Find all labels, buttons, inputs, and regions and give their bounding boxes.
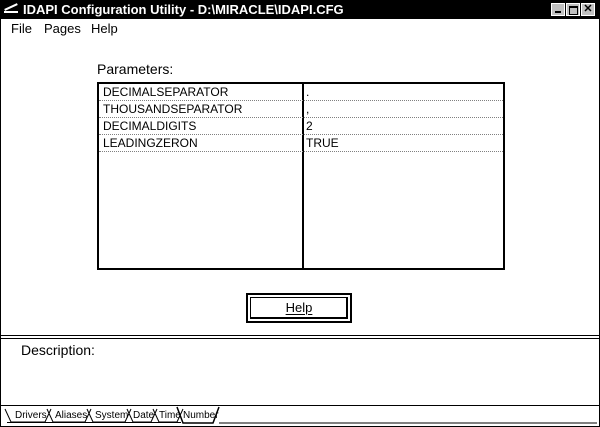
tab-aliases[interactable]: Aliases bbox=[47, 409, 89, 423]
menu-help[interactable]: Help bbox=[91, 21, 118, 36]
help-button[interactable] bbox=[246, 293, 352, 323]
maximize-button[interactable] bbox=[566, 3, 580, 16]
tab-date[interactable]: Date bbox=[125, 409, 155, 423]
parameter-value[interactable]: TRUE bbox=[306, 136, 339, 150]
parameters-label: Parameters: bbox=[97, 61, 174, 77]
tab-drivers[interactable]: Drivers bbox=[7, 409, 49, 423]
window-title: IDAPI Configuration Utility - D:\MIRACLE\IDAPI.CFG bbox=[23, 2, 344, 17]
menu-pages[interactable]: Pages bbox=[44, 21, 81, 36]
parameter-name: DECIMALSEPARATOR bbox=[103, 85, 229, 99]
system-menu-icon[interactable] bbox=[3, 4, 19, 16]
parameter-name: THOUSANDSEPARATOR bbox=[103, 102, 243, 116]
tab-number[interactable]: Number bbox=[183, 410, 219, 421]
menu-file[interactable]: File bbox=[11, 21, 32, 36]
table-row[interactable] bbox=[99, 135, 503, 152]
tab-time[interactable]: Time bbox=[151, 409, 181, 423]
table-row[interactable] bbox=[99, 84, 503, 101]
parameter-name: LEADINGZERON bbox=[103, 136, 198, 150]
page-tabs bbox=[1, 405, 599, 426]
parameter-value[interactable]: 2 bbox=[306, 119, 313, 133]
divider bbox=[1, 338, 599, 339]
parameter-value[interactable]: . bbox=[306, 85, 310, 99]
maximize-icon bbox=[569, 6, 578, 15]
close-icon: ✕ bbox=[583, 3, 593, 15]
parameter-value[interactable]: , bbox=[306, 102, 310, 116]
tab-system[interactable]: System bbox=[87, 409, 129, 423]
title-bar bbox=[1, 1, 599, 19]
minimize-button[interactable] bbox=[551, 3, 565, 16]
parameter-name: DECIMALDIGITS bbox=[103, 119, 197, 133]
parameters-grid bbox=[97, 82, 505, 270]
minimize-icon bbox=[555, 11, 561, 13]
table-row[interactable] bbox=[99, 118, 503, 135]
close-button[interactable] bbox=[581, 3, 595, 16]
help-button-label bbox=[248, 300, 350, 315]
help-label-text: Help bbox=[285, 300, 313, 315]
table-row[interactable] bbox=[99, 101, 503, 118]
description-label: Description: bbox=[21, 342, 95, 358]
menu-bar bbox=[1, 19, 599, 37]
divider bbox=[1, 335, 599, 336]
